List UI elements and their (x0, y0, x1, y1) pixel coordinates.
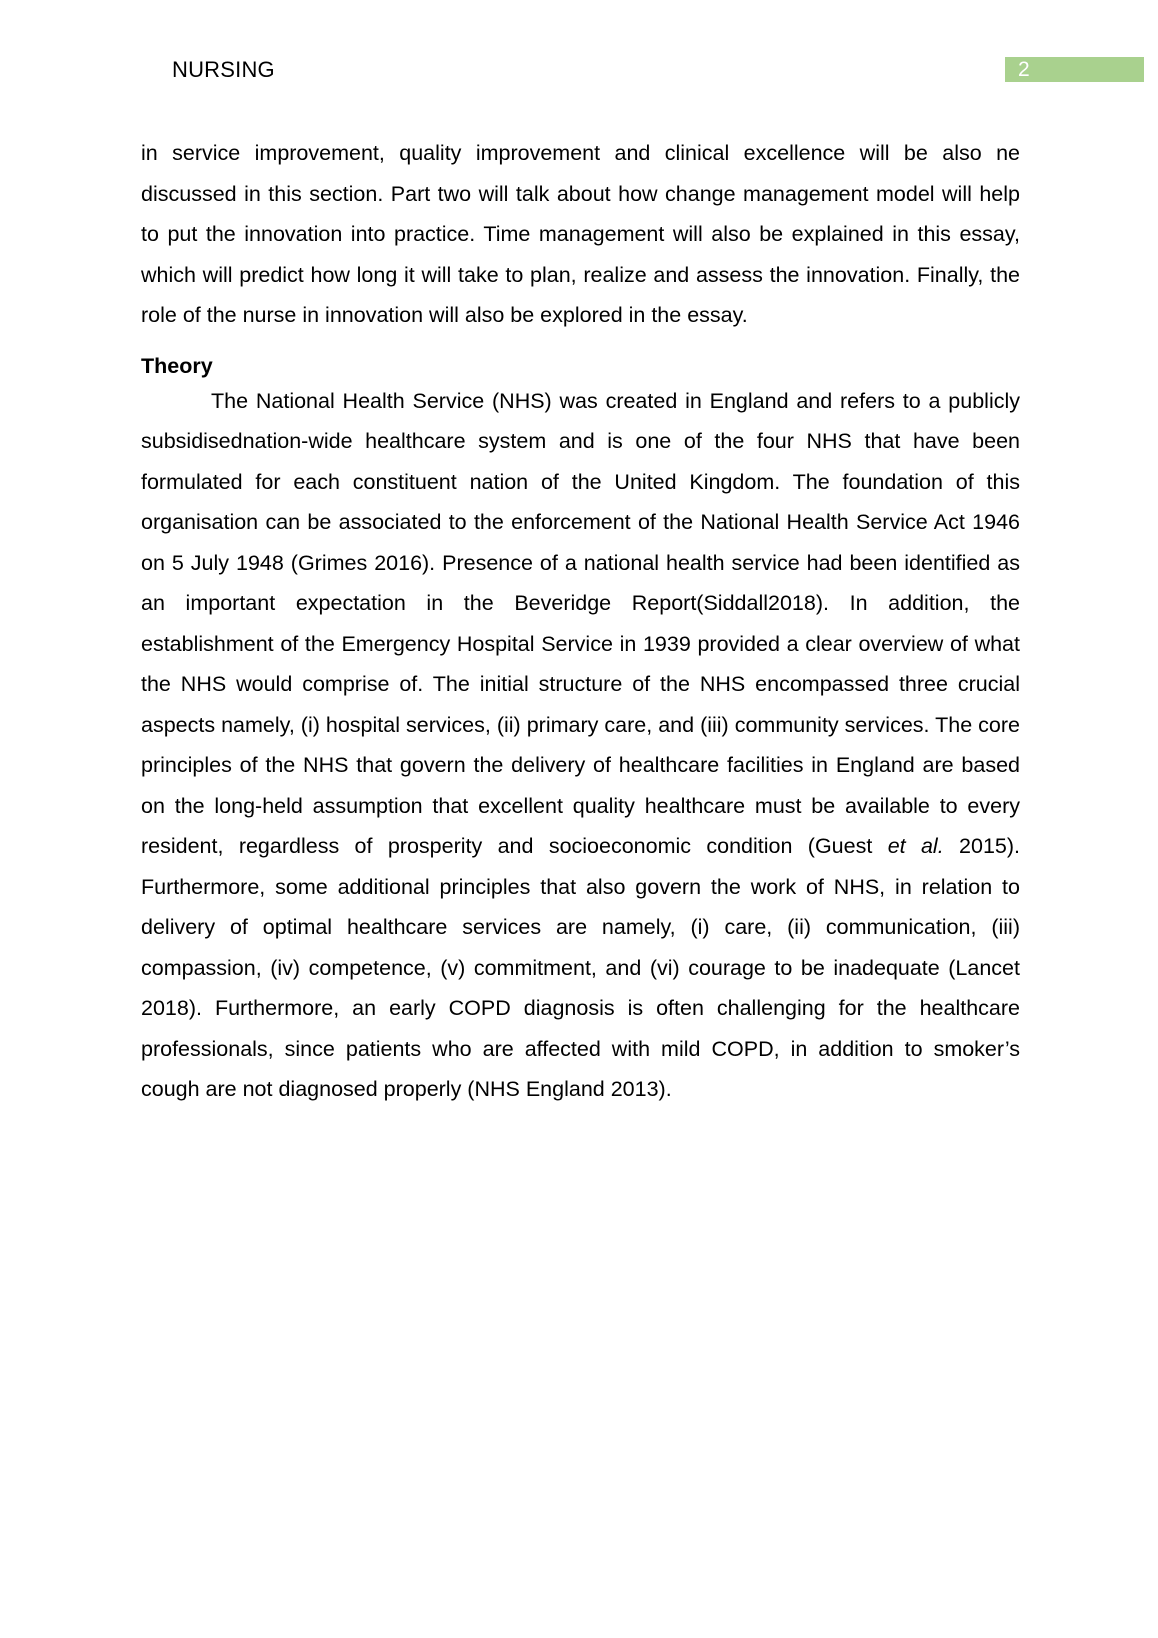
citation-et-al: et al. (887, 834, 944, 858)
theory-paragraph (141, 381, 1020, 1110)
theory-text-part1: The National Health Service (NHS) was created in England and refers to a publicly subsidisednation-wide healthcare system and is one of the four NHS that have been formulated for each constituent nation of the United Kingdom. The foundation of this organisation can be associated to the enforcement of the National Health Service Act 1946 on 5 July 1948 (Grimes 2016). Presence of a national health service had been identified as an important expectation in the Beveridge Report(Siddall2018). In addition, the establishment of the Emergency Hospital Service in 1939 provided a clear overview of what the NHS would comprise of. The initial structure of the NHS encompassed three crucial aspects namely, (i) hospital services, (ii) primary care, and (iii) community services. The core principles of the NHS that govern the delivery of healthcare facilities in England are based on the long-held assumption that excellent quality healthcare must be available to every resident, regardless of prosperity and socioeconomic condition (Guest (141, 388, 1020, 858)
section-heading-theory: Theory (141, 353, 213, 378)
header-title: NURSING (172, 57, 275, 82)
theory-text-part2: 2015). Furthermore, some additional principles that also govern the work of NHS, in relation to delivery of optimal healthcare services are namely, (i) care, (ii) communication, (iii) compassion, (iv) competence, (v) commitment, and (vi) courage to be inadequate (Lancet 2018). Furthermore, an early COPD diagnosis is often challenging for the healthcare professionals, since patients who are affected with mild COPD, in addition to smoker’s cough are not diagnosed properly (NHS England 2013). (141, 834, 1021, 1101)
page-number: 2 (1005, 57, 1144, 82)
intro-paragraph: in service improvement, quality improvement and clinical excellence will be also ne discussed in this section. Part two will talk about how change management model will help to put the innovation into practice. Time management will also be explained in this essay, which will predict how long it will take to plan, realize and assess the innovation. Finally, the role of the nurse in innovation will also be explored in the essay. (141, 141, 1020, 327)
document-body (141, 133, 1020, 1110)
